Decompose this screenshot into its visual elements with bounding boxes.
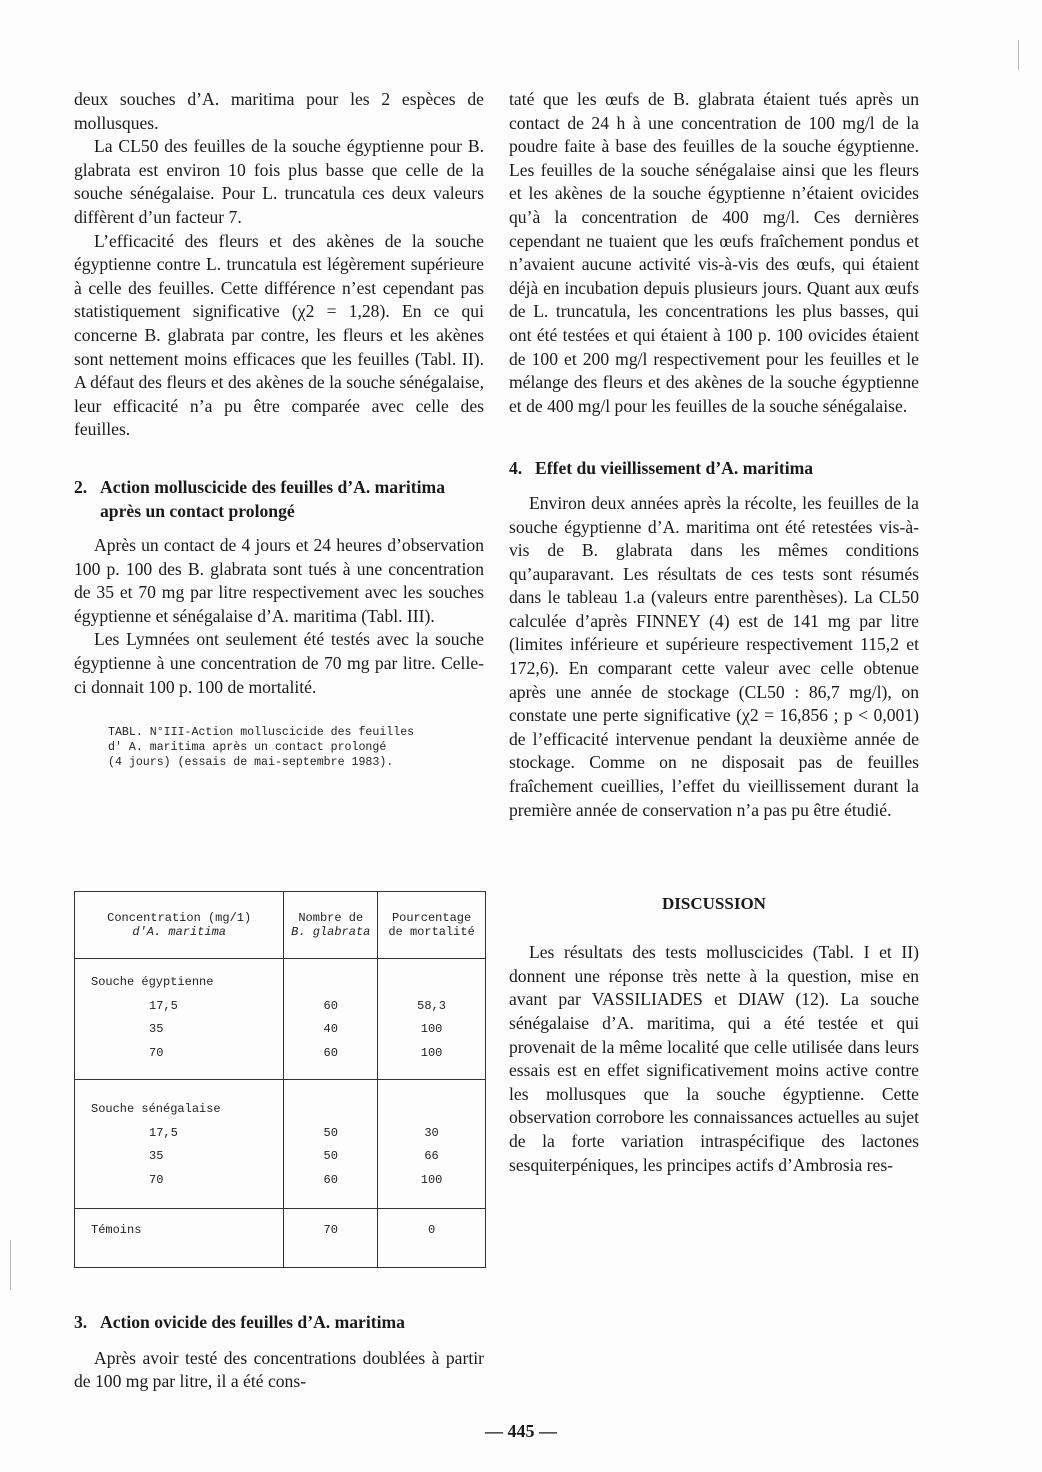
paragraph: Après avoir testé des concentrations doublées à partir de 100 mg par litre, il a été cons- [74, 1347, 484, 1392]
group-label: Souche sénégalaise [91, 1102, 221, 1116]
paragraph: deux souches d’A. maritima pour les 2 espèces de mollusques. [74, 89, 484, 133]
paragraph: Après un contact de 4 jours et 24 heures d’observation 100 p. 100 des B. glabrata sont tués à une concentration de 35 et 70 mg par litre respectivement avec les souches égyptienne et sénégalaise d’A. maritima (Tabl. III). [74, 535, 484, 626]
scan-mark [1018, 40, 1019, 70]
page-number: — 445 — [485, 1421, 557, 1441]
section-title: Action molluscicide des feuilles d’A. maritima après un contact prolongé [100, 476, 445, 521]
table-caption [74, 725, 484, 770]
caption-line: (4 jours) (essais de mai-septembre 1983). [108, 756, 394, 770]
section-number: 4. [509, 458, 523, 479]
paragraph: Environ deux années après la récolte, les feuilles de la souche égyptienne d’A. maritima ont été retestées vis-à-vis de B. glabrata dans les mêmes conditions qu’auparavant. Les résultats de ces tests sont résumés dans le tableau 1.a (valeurs entre parenthèses). La CL50 calculée d’après FINNEY (4) est de 141 mg par litre (limites inférieure et supérieure respectivement 115,2 et 172,6). En comparant cette valeur avec celle obtenue après une année de stockage (CL50 : 86,7 mg/l), on constate une perte significative (χ2 = 16,856 ; p < 0,001) de l’efficacité intervenue pendant la deuxième année de stockage. Comme on ne disposait pas de feuilles fraîchement cueillies, l’effet du vieillissement durant la première année de conservation n’a pas pu être étudié. [509, 492, 919, 820]
header-line: Pourcentage [391, 911, 472, 925]
right-column [509, 88, 919, 1177]
section-heading-4 [509, 457, 919, 481]
header-line: B. glabrata [291, 925, 371, 939]
section-title: Action ovicide des feuilles d’A. maritima [100, 1312, 405, 1332]
table-cell: Témoins [91, 1223, 142, 1237]
table-cell: 100 [420, 1172, 443, 1187]
table-cell: 40 [323, 1022, 338, 1036]
section-number: 2. [74, 476, 88, 497]
table-cell: 100 [420, 1022, 443, 1036]
table-group-egyptienne [75, 959, 486, 1080]
table-cell: 50 [323, 1125, 338, 1140]
paragraph: Les Lymnées ont seulement été testés avec la souche égyptienne à une concentration de 70 mg par litre. Celle-ci donnait 100 p. 100 de mortalité. [74, 629, 484, 697]
table-cell: 60 [323, 1172, 338, 1187]
table-header-row [75, 892, 486, 959]
table-cell: 100 [420, 1045, 443, 1060]
header-line: d'A. maritima [132, 925, 226, 939]
caption-line: d' A. maritima après un contact prolongé [108, 741, 387, 755]
paragraph: L’efficacité des fleurs et des akènes de la souche égyptienne contre L. truncatula est légèrement supérieure à celle des feuilles. Cette différence n’est cependant pas statistiquement significative (χ2 = 1,28). En ce qui concerne B. glabrata par contre, les fleurs et les akènes sont nettement moins efficaces que les feuilles (Tabl. II). A défaut des fleurs et des akènes de la souche sénégalaise, leur efficacité n’a pu être comparée avec celle des feuilles. [74, 230, 484, 440]
table-cell: 60 [323, 1045, 338, 1060]
table-3 [74, 891, 486, 1268]
table-cell: 0 [427, 1223, 436, 1237]
discussion-heading: DISCUSSION [662, 894, 766, 914]
table-cell: 30 [424, 1125, 439, 1140]
section-heading-3 [74, 1311, 484, 1335]
table-cell: 35 [149, 1022, 164, 1036]
header-nombre [284, 892, 378, 959]
table-cell: 70 [323, 1223, 338, 1237]
paragraph: taté que les œufs de B. glabrata étaient tués après un contact de 24 h à une concentration de 100 mg/l de la poudre faite à base des feuilles de la souche égyptienne. Les feuilles de la souche sénégalaise ainsi que les fleurs et les akènes de la souche égyptienne n’étaient ovicides qu’à la concentration de 400 mg/l. Ces dernières cependant ne tuaient que les œufs fraîchement pondus et n’avaient aucune activité vis-à-vis des œufs, qui étaient déjà en incubation depuis plusieurs jours. Quant aux œufs de L. truncatula, les concentrations les plus basses, qui ont été testées et qui étaient à 100 p. 100 ovicides étaient de 100 et 200 mg/l respectivement pour les feuilles et le mélange des fleurs et des akènes de la souche égyptienne et de 400 mg/l pour les feuilles de la souche sénégalaise. [509, 89, 919, 416]
section-number: 3. [74, 1312, 88, 1332]
group-label: Souche égyptienne [91, 975, 214, 989]
left-column [74, 88, 484, 770]
paragraph: Les résultats des tests molluscicides (Tabl. I et II) donnent une réponse très nette à la question, mise en avant par VASSILIADES et DIAW (12). La souche sénégalaise d’A. maritima, qui a été testée et qui provenait de la même localité que celle utilisée dans leurs essais est en effet significativement moins active contre les mollusques que la souche égyptienne. Cette observation corrobore les connaissances actuelles au sujet de la forte variation intraspécifique des lactones sesquiterpéniques, les principes actifs d’Ambrosia res- [509, 942, 919, 1175]
table-cell: 35 [149, 1149, 164, 1163]
section-title: Effet du vieillissement d’A. maritima [535, 458, 814, 479]
header-line: Concentration (mg/1) [107, 911, 252, 925]
header-line: de mortalité [388, 925, 475, 939]
table-group-senegalaise [75, 1080, 486, 1209]
table-cell: 50 [323, 1149, 338, 1163]
left-column-bottom [74, 1311, 484, 1394]
header-line: Nombre de [298, 911, 364, 925]
table-cell: 66 [424, 1149, 439, 1163]
section-heading-2 [74, 476, 484, 523]
table-cell: 70 [149, 1172, 164, 1187]
table-cell: 70 [149, 1045, 164, 1060]
table-cell: 17,5 [149, 998, 178, 1013]
paragraph: La CL50 des feuilles de la souche égyptienne pour B. glabrata est environ 10 fois plus basse que celle de la souche sénégalaise. Pour L. truncatula ces deux valeurs diffèrent d’un facteur 7. [74, 136, 484, 227]
table-row-temoins [75, 1209, 486, 1268]
scan-mark [10, 1240, 11, 1290]
header-pourcentage [378, 892, 486, 959]
header-concentration [75, 892, 284, 959]
table-cell: 60 [323, 998, 338, 1013]
table-cell: 17,5 [149, 1125, 178, 1140]
table-cell: 58,3 [417, 998, 446, 1013]
caption-line: TABL. N°III-Action molluscicide des feuilles [108, 726, 415, 740]
